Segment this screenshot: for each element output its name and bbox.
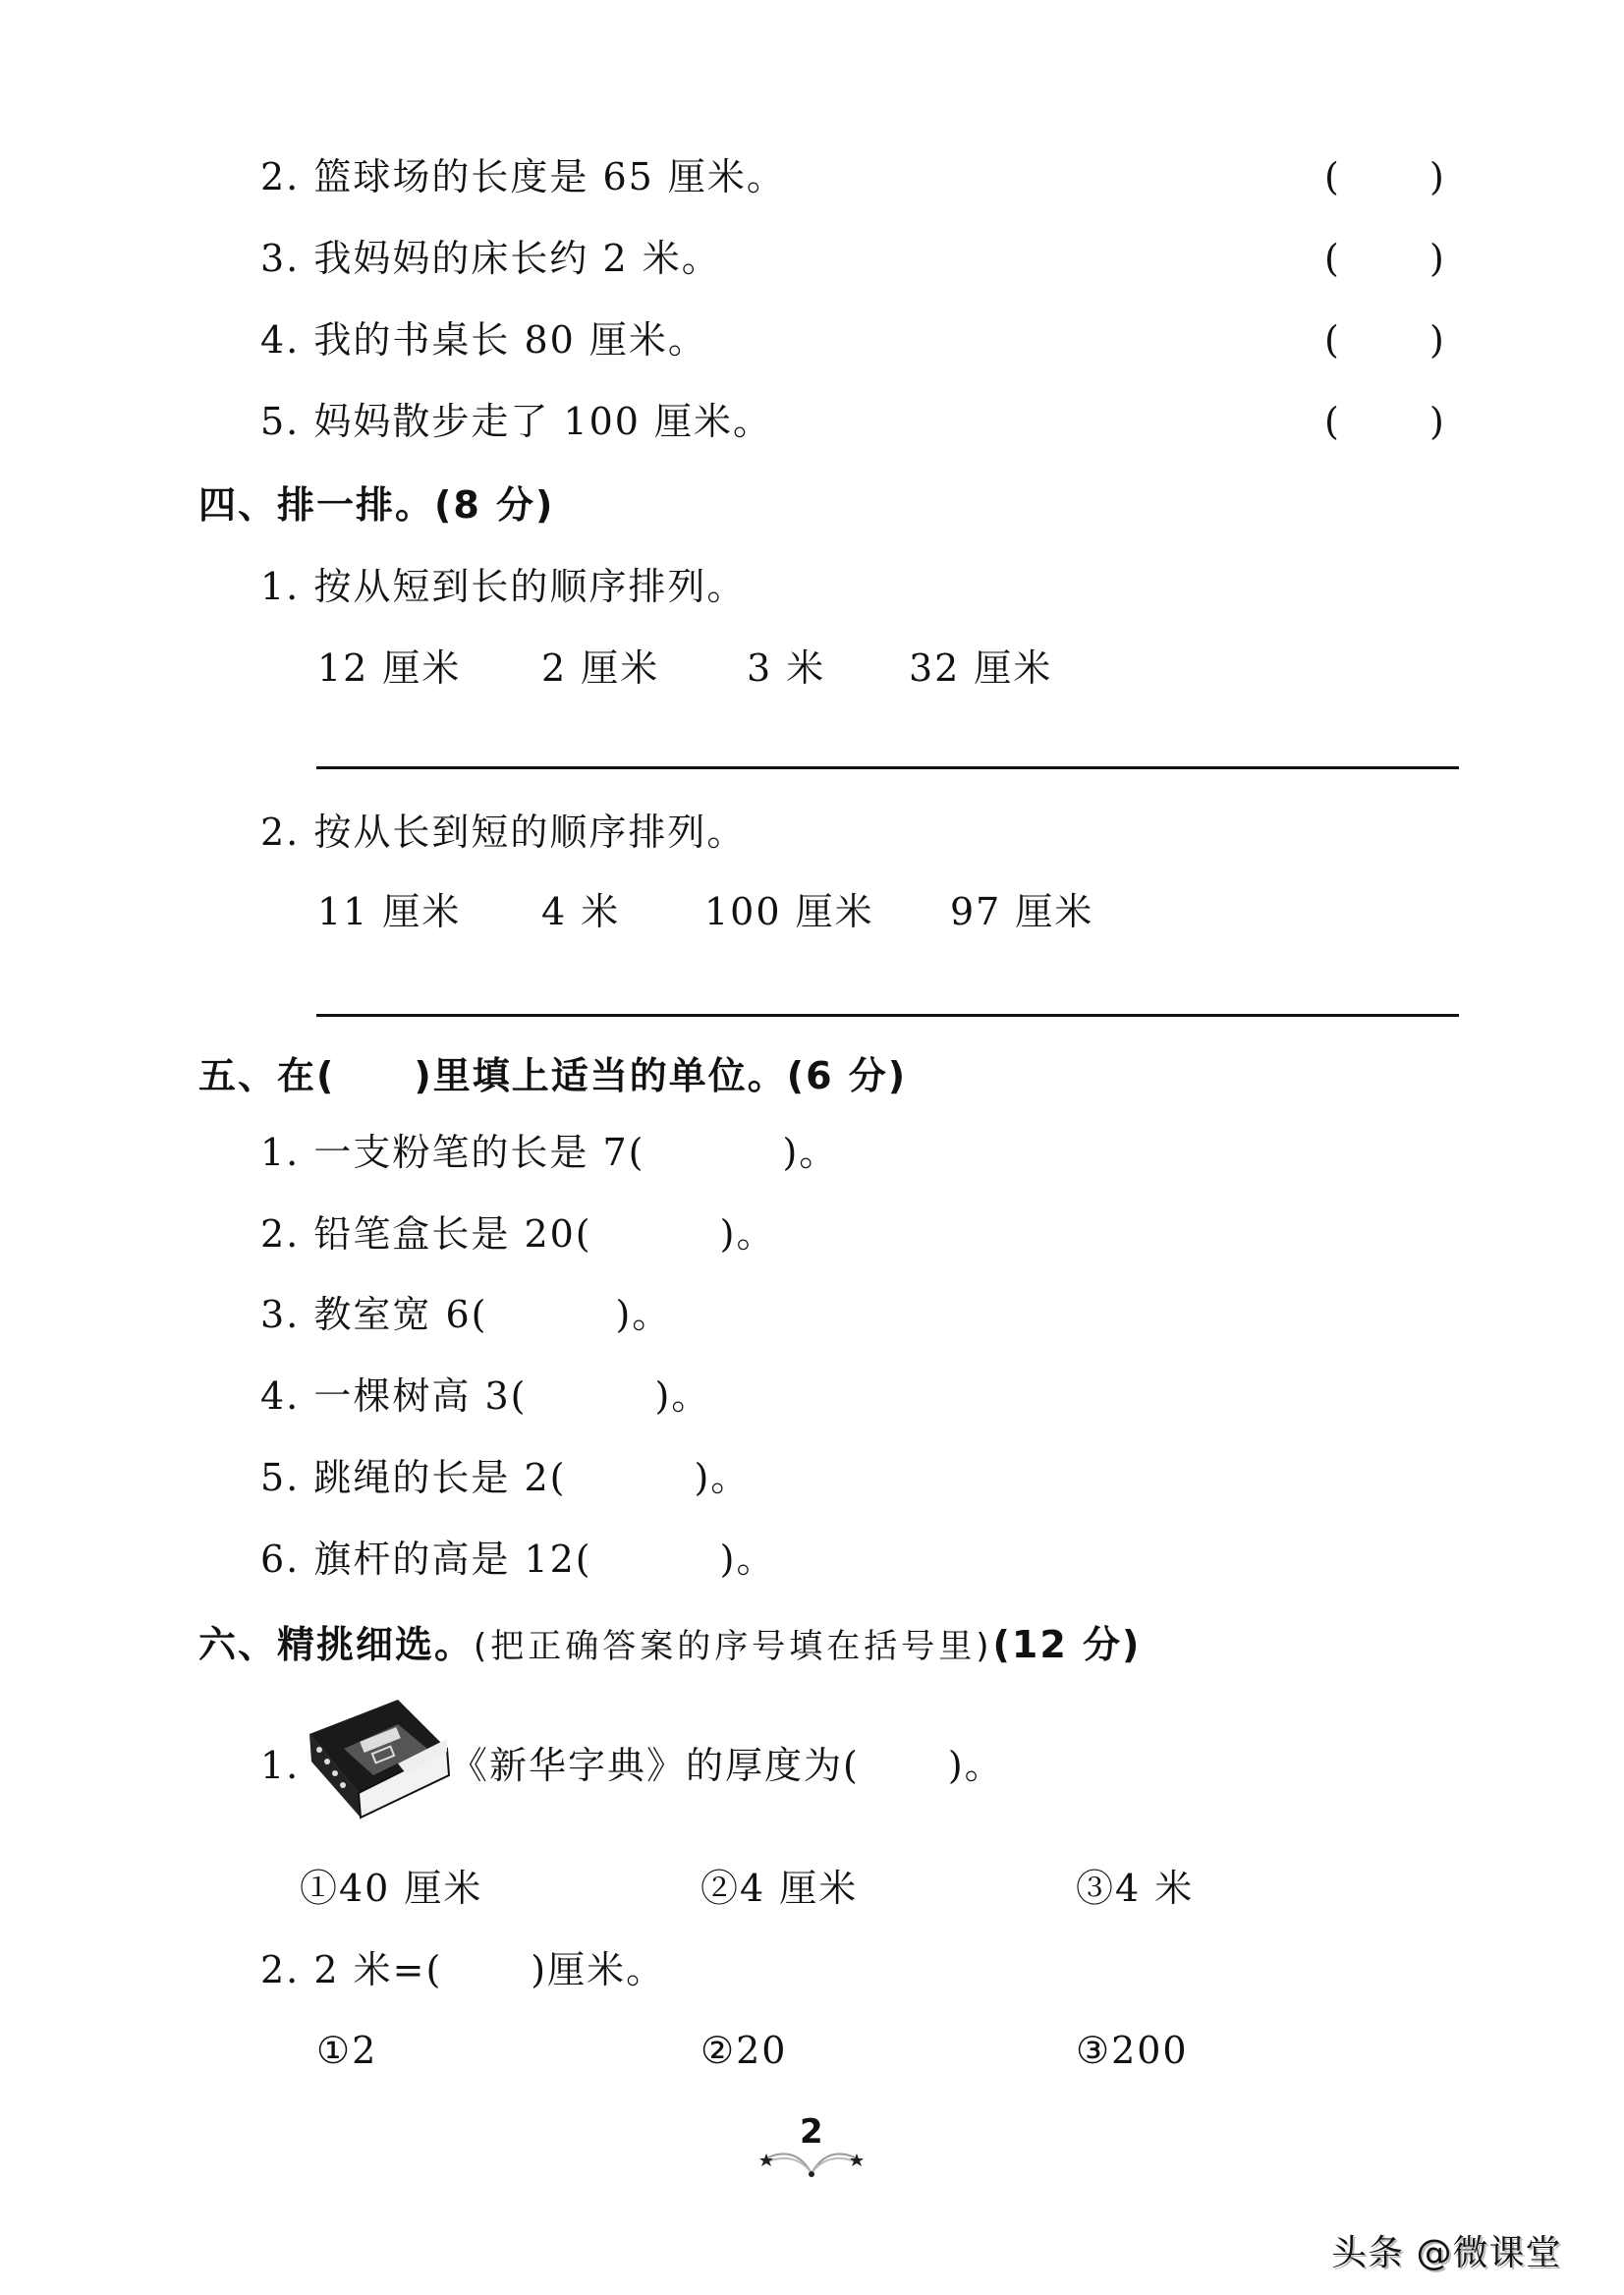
unit-item-2: 2. 铅笔盒长是 20( )。 (260, 1212, 776, 1256)
sort-value: 12 厘米 (317, 646, 462, 690)
item-number: 2. (260, 811, 301, 854)
judge-item-4 (260, 316, 707, 364)
answer-paren-open: ( (1324, 318, 1339, 362)
answer-paren-open: ( (1324, 400, 1339, 443)
unit-item-6: 6. 旗杆的高是 12( )。 (260, 1538, 776, 1581)
unit-item-3: 3. 教室宽 6( )。 (260, 1293, 672, 1336)
judge-item-2 (260, 153, 786, 200)
sort-value: 4 米 (541, 890, 621, 933)
unit-item-5: 5. 跳绳的长是 2( )。 (260, 1456, 751, 1499)
answer-line-1[interactable] (316, 766, 1459, 769)
judge-item-3 (260, 235, 721, 282)
sort-value: 32 厘米 (909, 646, 1053, 690)
sort-value: 97 厘米 (950, 890, 1094, 933)
answer-paren-close: ) (1429, 318, 1444, 362)
item-text: 篮球场的长度是 65 厘米。 (313, 155, 786, 198)
answer-paren-close: ) (1429, 237, 1444, 280)
choice-option: ①40 厘米 (300, 1867, 483, 1910)
item-text: 按从长到短的顺序排列。 (313, 811, 747, 854)
choice-question-2: 2. 2 米=( )厘米。 (260, 1948, 666, 1991)
sort-value: 11 厘米 (317, 890, 462, 933)
section-4-title: 四、排一排。(8 分) (198, 483, 555, 527)
choice-option: ②4 厘米 (700, 1867, 859, 1910)
sort-question-1 (260, 563, 746, 610)
choice-option: ②20 (700, 2029, 788, 2072)
choice-option: ③200 (1076, 2029, 1189, 2072)
judge-item-5 (260, 398, 772, 445)
item-number: 5. (260, 400, 301, 443)
section-6-title: 六、精挑细选。(把正确答案的序号填在括号里)(12 分) (198, 1623, 1142, 1666)
item-text: 按从短到长的顺序排列。 (313, 565, 747, 608)
answer-paren-close: ) (1429, 155, 1444, 198)
item-text: 妈妈散步走了 100 厘米。 (313, 400, 773, 443)
sort-value: 100 厘米 (704, 890, 874, 933)
watermark: 头条 @微课堂 (1331, 2233, 1562, 2273)
sort-question-2 (260, 809, 746, 856)
item-number: 2. (260, 155, 301, 198)
unit-item-1: 1. 一支粉笔的长是 7( )。 (260, 1131, 839, 1174)
choice-option: ①2 (316, 2029, 378, 2072)
choice-question-1-number: 1. (260, 1744, 301, 1787)
section-5-title: 五、在( )里填上适当的单位。(6 分) (198, 1054, 908, 1097)
sort-value: 2 厘米 (541, 646, 660, 690)
sort-value: 3 米 (747, 646, 826, 690)
choice-option: ③4 米 (1076, 1867, 1195, 1910)
answer-paren-close: ) (1429, 400, 1444, 443)
choice-question-1: 《新华字典》的厚度为( )。 (450, 1744, 1004, 1787)
item-text: 我妈妈的床长约 2 米。 (313, 237, 721, 280)
item-number: 1. (260, 565, 301, 608)
star-ornament-icon (756, 2148, 867, 2181)
answer-line-2[interactable] (316, 1014, 1459, 1017)
dictionary-book-icon (300, 1695, 452, 1822)
answer-paren-open: ( (1324, 155, 1339, 198)
item-number: 4. (260, 318, 301, 362)
item-number: 3. (260, 237, 301, 280)
page-number: 2 (800, 2112, 823, 2152)
answer-paren-open: ( (1324, 237, 1339, 280)
unit-item-4: 4. 一棵树高 3( )。 (260, 1374, 711, 1418)
item-text: 我的书桌长 80 厘米。 (313, 318, 707, 362)
